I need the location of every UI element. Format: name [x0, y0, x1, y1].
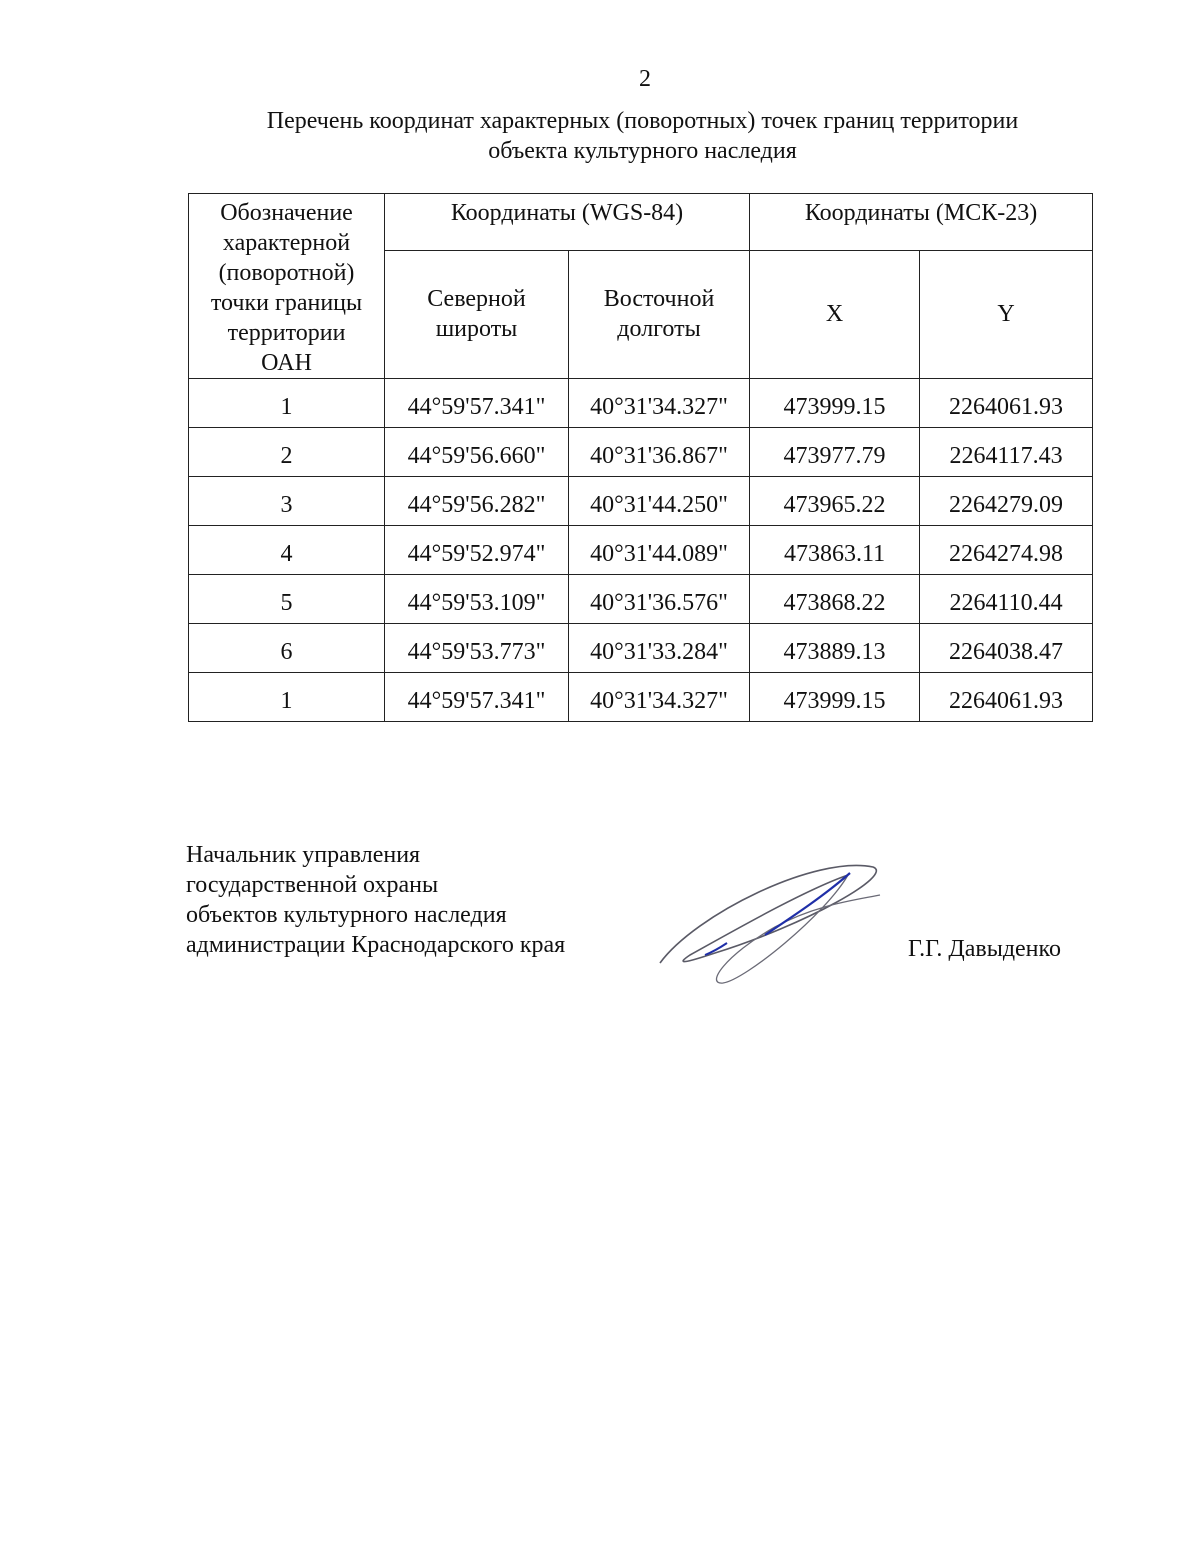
point-cell: 6 [189, 624, 385, 673]
x-cell: 473868.22 [750, 575, 920, 624]
longitude-cell: 40°31'34.327" [569, 673, 750, 722]
y-cell: 2264061.93 [920, 379, 1093, 428]
signer-position-line: администрации Краснодарского края [186, 932, 566, 958]
latitude-cell: 44°59'56.282" [385, 477, 569, 526]
y-cell: 2264274.98 [920, 526, 1093, 575]
point-header-line: характерной [222, 230, 351, 256]
x-cell: 473977.79 [750, 428, 920, 477]
point-header-line: (поворотной) [218, 260, 355, 286]
longitude-header-line: долготы [617, 316, 701, 343]
y-cell: 2264061.93 [920, 673, 1093, 722]
longitude-cell: 40°31'36.576" [569, 575, 750, 624]
point-header-line: точки границы [210, 290, 363, 316]
point-cell: 2 [189, 428, 385, 477]
y-cell: 2264110.44 [920, 575, 1093, 624]
latitude-cell: 44°59'53.109" [385, 575, 569, 624]
y-column-header: Y [920, 250, 1093, 378]
point-cell: 5 [189, 575, 385, 624]
wgs84-group-header: Координаты (WGS-84) [385, 194, 750, 251]
point-header-line: Обозначение [220, 200, 353, 226]
latitude-cell: 44°59'56.660" [385, 428, 569, 477]
point-cell: 3 [189, 477, 385, 526]
point-cell: 4 [189, 526, 385, 575]
x-cell: 473965.22 [750, 477, 920, 526]
point-header-line: ОАН [261, 350, 312, 376]
longitude-cell: 40°31'44.250" [569, 477, 750, 526]
latitude-cell: 44°59'53.773" [385, 624, 569, 673]
table-row [189, 379, 1093, 428]
signer-position [186, 840, 565, 960]
latitude-header-line: Северной [427, 286, 526, 313]
latitude-cell: 44°59'52.974" [385, 526, 569, 575]
table-row [189, 477, 1093, 526]
longitude-cell: 40°31'44.089" [569, 526, 750, 575]
latitude-cell: 44°59'57.341" [385, 379, 569, 428]
coordinates-table [188, 193, 1093, 722]
longitude-cell: 40°31'33.284" [569, 624, 750, 673]
signer-position-line: объектов культурного наследия [186, 902, 507, 928]
x-cell: 473999.15 [750, 673, 920, 722]
page-number: 2 [639, 66, 651, 92]
signer-name: Г.Г. Давыденко [908, 936, 1061, 962]
y-cell: 2264038.47 [920, 624, 1093, 673]
longitude-column-header [569, 250, 750, 378]
y-cell: 2264279.09 [920, 477, 1093, 526]
document-title-line-2: объекта культурного наследия [488, 138, 797, 164]
msk23-group-header: Координаты (МСК-23) [750, 194, 1093, 251]
table-row [189, 575, 1093, 624]
table-row [189, 624, 1093, 673]
x-cell: 473999.15 [750, 379, 920, 428]
signer-position-line: государственной охраны [186, 872, 439, 898]
point-header-line: территории [227, 320, 346, 346]
table-row [189, 673, 1093, 722]
point-cell: 1 [189, 673, 385, 722]
signer-position-line: Начальник управления [186, 842, 421, 868]
document-title-line-1: Перечень координат характерных (поворотных) точек границ территории [266, 108, 1019, 134]
table-row [189, 428, 1093, 477]
handwritten-signature [655, 855, 885, 990]
point-cell: 1 [189, 379, 385, 428]
y-cell: 2264117.43 [920, 428, 1093, 477]
latitude-cell: 44°59'57.341" [385, 673, 569, 722]
document-title [190, 106, 1095, 166]
longitude-header-line: Восточной [603, 286, 715, 313]
point-column-header [189, 194, 385, 379]
x-cell: 473863.11 [750, 526, 920, 575]
latitude-header-line: широты [435, 316, 518, 343]
latitude-column-header [385, 250, 569, 378]
table-row [189, 526, 1093, 575]
longitude-cell: 40°31'34.327" [569, 379, 750, 428]
x-cell: 473889.13 [750, 624, 920, 673]
x-column-header: X [750, 250, 920, 378]
longitude-cell: 40°31'36.867" [569, 428, 750, 477]
